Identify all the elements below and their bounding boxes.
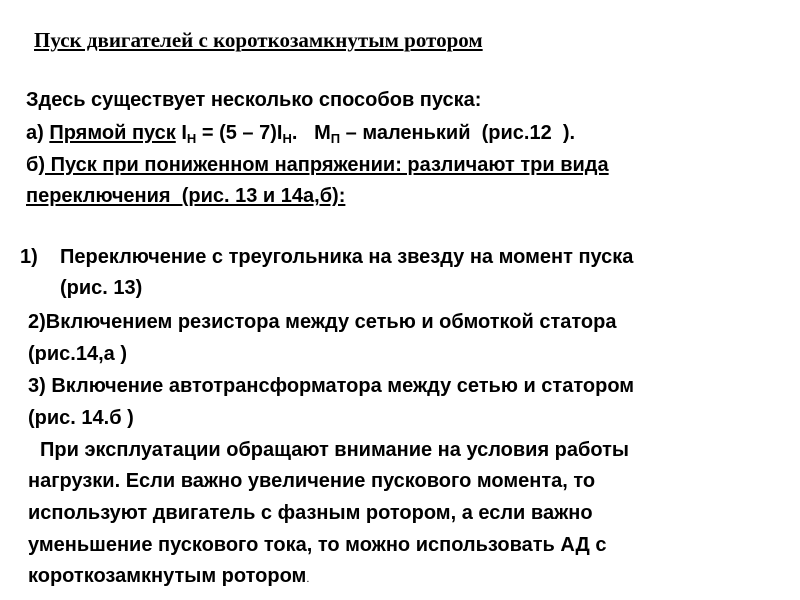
paragraph-line-5 bbox=[28, 564, 309, 591]
list-item-1-line2: (рис. 13) bbox=[60, 277, 143, 299]
page-title: Пуск двигателей с короткозамкнутым ротором bbox=[34, 28, 483, 52]
list-item-1-number: 1) bbox=[20, 246, 38, 268]
list-item-3-line2: (рис. 14.б ) bbox=[28, 407, 134, 429]
intro-text: Здесь существует несколько способов пуска: bbox=[26, 89, 482, 111]
paragraph-line-5-text: короткозамкнутым ротором bbox=[28, 565, 307, 587]
paragraph-line-2: нагрузки. Если важно увеличение пускового момента, то bbox=[28, 470, 596, 492]
method-b-line1 bbox=[26, 153, 609, 177]
list-item-2-line2: (рис.14,а ) bbox=[28, 343, 127, 365]
current-subscript: Н bbox=[186, 131, 197, 146]
method-a-rest: – маленький (рис.12 ). bbox=[340, 122, 576, 144]
current-formula: = (5 – 7)I bbox=[196, 122, 283, 144]
current-symbol: I bbox=[181, 122, 187, 144]
torque-symbol: . M bbox=[291, 122, 331, 144]
method-a-prefix: а) bbox=[26, 122, 50, 144]
list-item-2-line1: 2)Включением резистора между сетью и обмоткой статора bbox=[28, 311, 617, 333]
current-formula-subscript: Н bbox=[282, 131, 292, 146]
method-a bbox=[26, 121, 575, 145]
paragraph-line-4: уменьшение пускового тока, то можно использовать АД с bbox=[28, 534, 607, 556]
paragraph-line-1: При эксплуатации обращают внимание на условия работы bbox=[40, 439, 629, 461]
list-item-3-line1: 3) Включение автотрансформатора между сетью и статором bbox=[28, 375, 635, 397]
paragraph-line-3: используют двигатель с фазным ротором, а если важно bbox=[28, 502, 593, 524]
method-b-prefix: б) bbox=[26, 154, 46, 176]
method-b-label: Пуск при пониженном напряжении: различают три вида bbox=[45, 154, 609, 176]
method-a-label: Прямой пуск bbox=[49, 122, 176, 144]
method-b-line2: переключения (рис. 13 и 14а,б): bbox=[26, 185, 346, 207]
list-item-1-line1: Переключение с треугольника на звезду на момент пуска bbox=[60, 246, 634, 268]
torque-subscript: П bbox=[330, 131, 341, 146]
paragraph-end-dot: . bbox=[306, 573, 310, 585]
